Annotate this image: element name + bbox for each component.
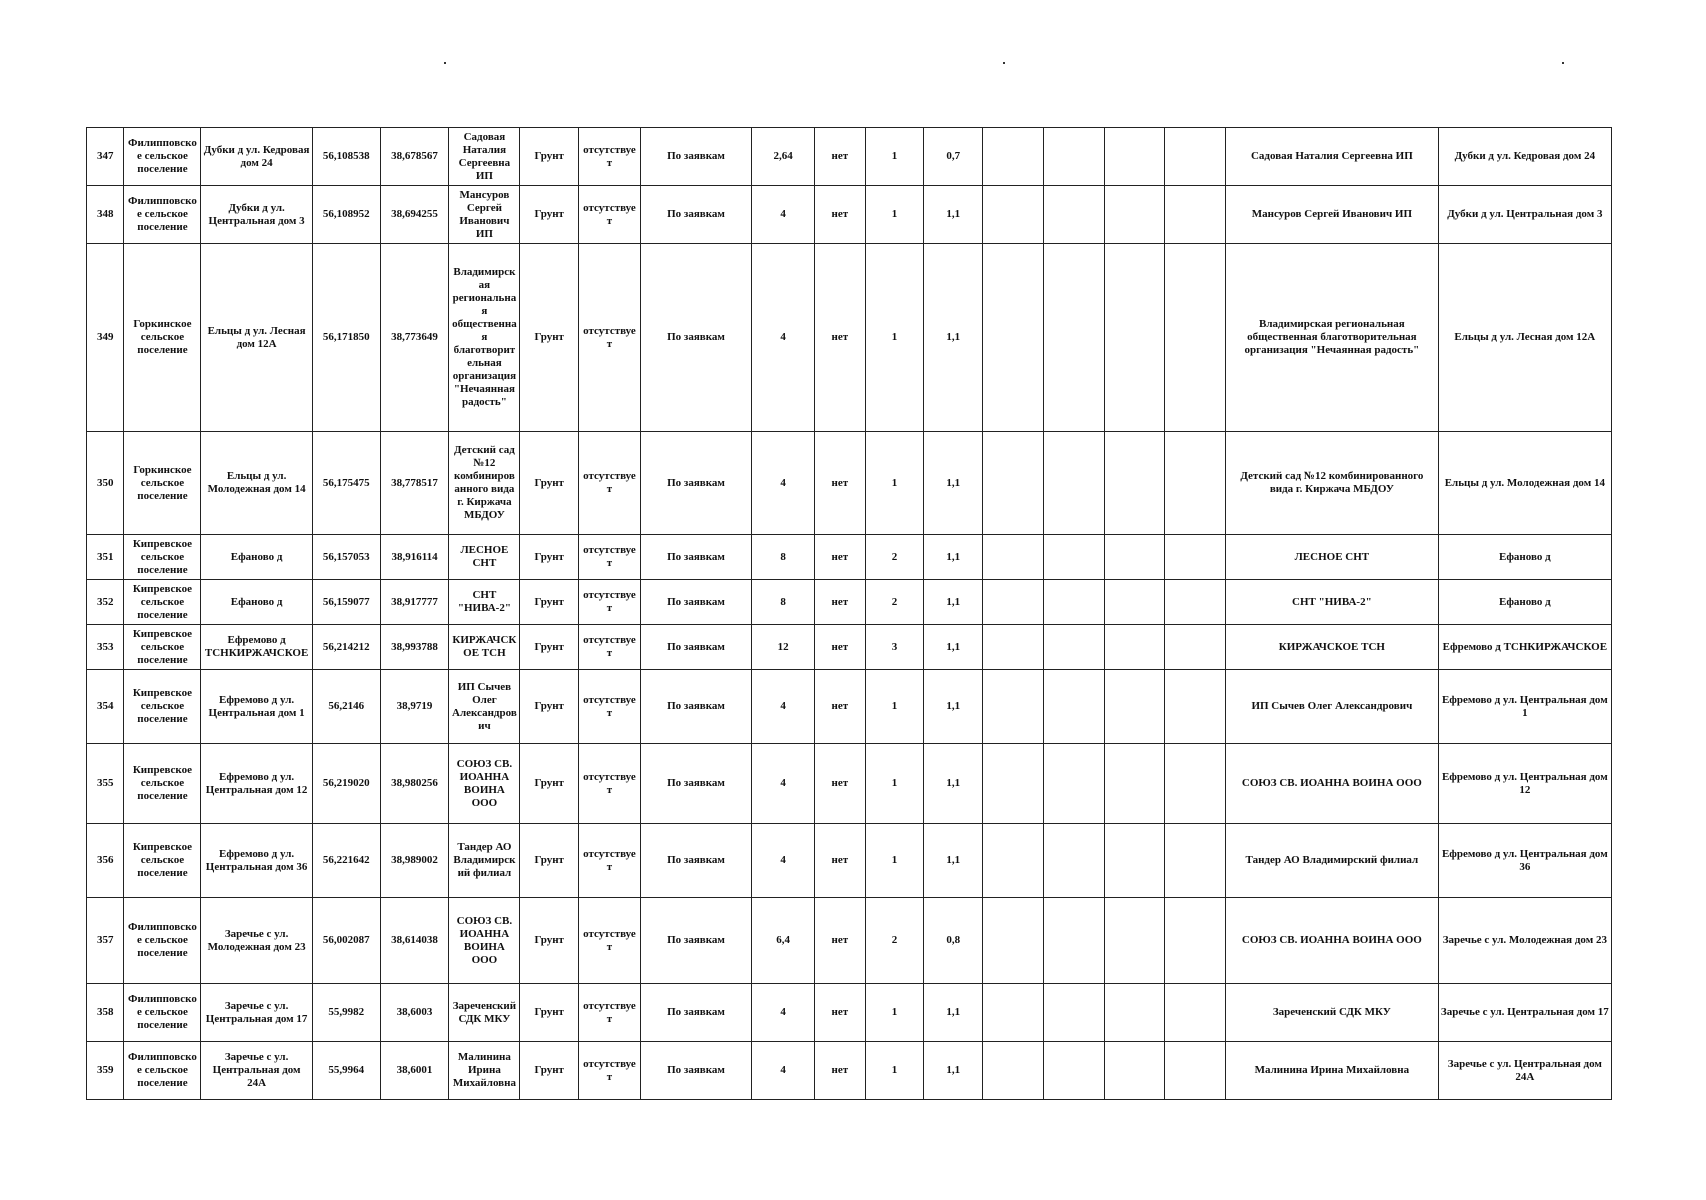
owner-full-cell: Владимирская региональная общественная благотворительная организация "Нечаянная радость"	[1226, 244, 1439, 432]
source-address-cell: Дубки д ул. Центральная дом 3	[1438, 186, 1611, 244]
surface-cell: Грунт	[520, 1042, 579, 1100]
schedule-cell: По заявкам	[640, 625, 751, 670]
owner-full-cell: ЛЕСНОЕ СНТ	[1226, 535, 1439, 580]
source-address-cell: Ефремово д ТСНКИРЖАЧСКОЕ	[1438, 625, 1611, 670]
empty-cell	[1043, 744, 1104, 824]
owner-full-cell: СНТ "НИВА-2"	[1226, 580, 1439, 625]
empty-cell	[1043, 580, 1104, 625]
surface-cell: Грунт	[520, 625, 579, 670]
longitude-cell: 38,778517	[380, 432, 449, 535]
container-count-cell: 2	[865, 898, 924, 984]
fence-cell: отсутствует	[579, 824, 641, 898]
empty-cell	[983, 186, 1044, 244]
container-count-cell: 3	[865, 625, 924, 670]
empty-cell	[1165, 186, 1226, 244]
owner-short-cell: Малинина Ирина Михайловна	[449, 1042, 520, 1100]
owner-full-cell: Зареченский СДК МКУ	[1226, 984, 1439, 1042]
volume-cell: 1,1	[924, 625, 983, 670]
table-row	[87, 535, 1612, 580]
owner-full-cell: Детский сад №12 комбинированного вида г. Киржача МБДОУ	[1226, 432, 1439, 535]
schedule-cell: По заявкам	[640, 128, 751, 186]
area-cell: 8	[752, 580, 815, 625]
address-cell: Ефремово д ул. Центральная дом 36	[201, 824, 312, 898]
fence-cell: отсутствует	[579, 128, 641, 186]
table-row	[87, 580, 1612, 625]
owner-short-cell: Зареченский СДК МКУ	[449, 984, 520, 1042]
empty-cell	[983, 984, 1044, 1042]
row-number: 349	[87, 244, 124, 432]
row-number: 356	[87, 824, 124, 898]
owner-full-cell: ИП Сычев Олег Александрович	[1226, 670, 1439, 744]
longitude-cell: 38,993788	[380, 625, 449, 670]
settlement-cell: Кипревское сельское поселение	[124, 580, 201, 625]
row-number: 357	[87, 898, 124, 984]
area-cell: 4	[752, 244, 815, 432]
settlement-cell: Филипповское сельское поселение	[124, 1042, 201, 1100]
empty-cell	[983, 580, 1044, 625]
empty-cell	[1165, 432, 1226, 535]
row-number: 351	[87, 535, 124, 580]
row-number: 348	[87, 186, 124, 244]
owner-full-cell: Мансуров Сергей Иванович ИП	[1226, 186, 1439, 244]
cover-cell: нет	[814, 744, 865, 824]
empty-cell	[1043, 984, 1104, 1042]
cover-cell: нет	[814, 898, 865, 984]
row-number: 347	[87, 128, 124, 186]
container-count-cell: 1	[865, 824, 924, 898]
settlement-cell: Филипповское сельское поселение	[124, 984, 201, 1042]
empty-cell	[1104, 128, 1165, 186]
container-count-cell: 1	[865, 670, 924, 744]
table-row	[87, 186, 1612, 244]
address-cell: Дубки д ул. Кедровая дом 24	[201, 128, 312, 186]
owner-short-cell: СОЮЗ СВ. ИОАННА ВОИНА ООО	[449, 744, 520, 824]
address-cell: Заречье с ул. Центральная дом 17	[201, 984, 312, 1042]
cover-cell: нет	[814, 244, 865, 432]
latitude-cell: 56,157053	[312, 535, 380, 580]
empty-cell	[1165, 824, 1226, 898]
address-cell: Ельцы д ул. Лесная дом 12А	[201, 244, 312, 432]
latitude-cell: 56,002087	[312, 898, 380, 984]
surface-cell: Грунт	[520, 535, 579, 580]
source-address-cell: Заречье с ул. Центральная дом 24А	[1438, 1042, 1611, 1100]
longitude-cell: 38,614038	[380, 898, 449, 984]
latitude-cell: 56,159077	[312, 580, 380, 625]
longitude-cell: 38,989002	[380, 824, 449, 898]
container-count-cell: 1	[865, 186, 924, 244]
address-cell: Заречье с ул. Центральная дом 24А	[201, 1042, 312, 1100]
address-cell: Заречье с ул. Молодежная дом 23	[201, 898, 312, 984]
empty-cell	[983, 432, 1044, 535]
empty-cell	[1165, 984, 1226, 1042]
source-address-cell: Ефремово д ул. Центральная дом 1	[1438, 670, 1611, 744]
owner-full-cell: Садовая Наталия Сергеевна ИП	[1226, 128, 1439, 186]
owner-short-cell: ИП Сычев Олег Александрович	[449, 670, 520, 744]
latitude-cell: 55,9982	[312, 984, 380, 1042]
schedule-cell: По заявкам	[640, 535, 751, 580]
cover-cell: нет	[814, 186, 865, 244]
container-count-cell: 2	[865, 580, 924, 625]
empty-cell	[1104, 898, 1165, 984]
table-row	[87, 432, 1612, 535]
owner-full-cell: СОЮЗ СВ. ИОАННА ВОИНА ООО	[1226, 898, 1439, 984]
empty-cell	[1104, 824, 1165, 898]
surface-cell: Грунт	[520, 670, 579, 744]
owner-short-cell: СНТ "НИВА-2"	[449, 580, 520, 625]
area-cell: 4	[752, 186, 815, 244]
empty-cell	[1104, 984, 1165, 1042]
latitude-cell: 56,171850	[312, 244, 380, 432]
cover-cell: нет	[814, 128, 865, 186]
area-cell: 2,64	[752, 128, 815, 186]
table-row	[87, 244, 1612, 432]
empty-cell	[1043, 1042, 1104, 1100]
empty-cell	[983, 824, 1044, 898]
empty-cell	[1043, 244, 1104, 432]
surface-cell: Грунт	[520, 244, 579, 432]
empty-cell	[1165, 744, 1226, 824]
empty-cell	[1165, 625, 1226, 670]
empty-cell	[983, 244, 1044, 432]
empty-cell	[983, 670, 1044, 744]
source-address-cell: Ельцы д ул. Молодежная дом 14	[1438, 432, 1611, 535]
cover-cell: нет	[814, 824, 865, 898]
source-address-cell: Ефремово д ул. Центральная дом 12	[1438, 744, 1611, 824]
schedule-cell: По заявкам	[640, 186, 751, 244]
scan-dot	[1562, 62, 1564, 64]
cover-cell: нет	[814, 432, 865, 535]
area-cell: 4	[752, 1042, 815, 1100]
settlement-cell: Филипповское сельское поселение	[124, 128, 201, 186]
empty-cell	[1104, 535, 1165, 580]
table-row	[87, 670, 1612, 744]
empty-cell	[1165, 670, 1226, 744]
source-address-cell: Ефремово д ул. Центральная дом 36	[1438, 824, 1611, 898]
empty-cell	[983, 1042, 1044, 1100]
source-address-cell: Дубки д ул. Кедровая дом 24	[1438, 128, 1611, 186]
surface-cell: Грунт	[520, 580, 579, 625]
container-count-cell: 1	[865, 432, 924, 535]
latitude-cell: 56,219020	[312, 744, 380, 824]
latitude-cell: 56,2146	[312, 670, 380, 744]
volume-cell: 1,1	[924, 580, 983, 625]
fence-cell: отсутствует	[579, 244, 641, 432]
empty-cell	[1165, 1042, 1226, 1100]
fence-cell: отсутствует	[579, 535, 641, 580]
empty-cell	[1165, 898, 1226, 984]
fence-cell: отсутствует	[579, 186, 641, 244]
cover-cell: нет	[814, 580, 865, 625]
surface-cell: Грунт	[520, 744, 579, 824]
table-row	[87, 898, 1612, 984]
empty-cell	[1043, 898, 1104, 984]
empty-cell	[1043, 670, 1104, 744]
volume-cell: 0,7	[924, 128, 983, 186]
surface-cell: Грунт	[520, 432, 579, 535]
schedule-cell: По заявкам	[640, 580, 751, 625]
row-number: 353	[87, 625, 124, 670]
address-cell: Ефремово д ул. Центральная дом 1	[201, 670, 312, 744]
fence-cell: отсутствует	[579, 625, 641, 670]
latitude-cell: 56,214212	[312, 625, 380, 670]
latitude-cell: 56,108952	[312, 186, 380, 244]
schedule-cell: По заявкам	[640, 432, 751, 535]
source-address-cell: Заречье с ул. Центральная дом 17	[1438, 984, 1611, 1042]
empty-cell	[1165, 535, 1226, 580]
longitude-cell: 38,980256	[380, 744, 449, 824]
schedule-cell: По заявкам	[640, 984, 751, 1042]
schedule-cell: По заявкам	[640, 898, 751, 984]
empty-cell	[1043, 824, 1104, 898]
source-address-cell: Ефаново д	[1438, 535, 1611, 580]
empty-cell	[983, 898, 1044, 984]
fence-cell: отсутствует	[579, 1042, 641, 1100]
empty-cell	[983, 128, 1044, 186]
row-number: 359	[87, 1042, 124, 1100]
settlement-cell: Кипревское сельское поселение	[124, 670, 201, 744]
longitude-cell: 38,916114	[380, 535, 449, 580]
empty-cell	[1104, 186, 1165, 244]
owner-short-cell: ЛЕСНОЕ СНТ	[449, 535, 520, 580]
owner-short-cell: Детский сад №12 комбинированного вида г. Киржача МБДОУ	[449, 432, 520, 535]
schedule-cell: По заявкам	[640, 824, 751, 898]
empty-cell	[1104, 244, 1165, 432]
table-body	[87, 128, 1612, 1100]
cover-cell: нет	[814, 984, 865, 1042]
longitude-cell: 38,917777	[380, 580, 449, 625]
fence-cell: отсутствует	[579, 670, 641, 744]
empty-cell	[1043, 128, 1104, 186]
row-number: 350	[87, 432, 124, 535]
empty-cell	[1165, 128, 1226, 186]
surface-cell: Грунт	[520, 824, 579, 898]
container-count-cell: 2	[865, 535, 924, 580]
area-cell: 8	[752, 535, 815, 580]
address-cell: Ельцы д ул. Молодежная дом 14	[201, 432, 312, 535]
area-cell: 4	[752, 824, 815, 898]
schedule-cell: По заявкам	[640, 244, 751, 432]
volume-cell: 1,1	[924, 244, 983, 432]
address-cell: Ефремово д ТСНКИРЖАЧСКОЕ	[201, 625, 312, 670]
address-cell: Ефремово д ул. Центральная дом 12	[201, 744, 312, 824]
area-cell: 6,4	[752, 898, 815, 984]
table-row	[87, 824, 1612, 898]
owner-short-cell: Владимирская региональная общественная благотворительная организация "Нечаянная радость"	[449, 244, 520, 432]
settlement-cell: Кипревское сельское поселение	[124, 535, 201, 580]
address-cell: Дубки д ул. Центральная дом 3	[201, 186, 312, 244]
settlement-cell: Горкинское сельское поселение	[124, 244, 201, 432]
empty-cell	[983, 535, 1044, 580]
volume-cell: 1,1	[924, 744, 983, 824]
volume-cell: 0,8	[924, 898, 983, 984]
table-row	[87, 744, 1612, 824]
container-count-cell: 1	[865, 128, 924, 186]
address-cell: Ефаново д	[201, 535, 312, 580]
latitude-cell: 55,9964	[312, 1042, 380, 1100]
empty-cell	[983, 744, 1044, 824]
empty-cell	[1043, 186, 1104, 244]
volume-cell: 1,1	[924, 1042, 983, 1100]
settlement-cell: Филипповское сельское поселение	[124, 186, 201, 244]
row-number: 354	[87, 670, 124, 744]
container-count-cell: 1	[865, 744, 924, 824]
latitude-cell: 56,175475	[312, 432, 380, 535]
volume-cell: 1,1	[924, 984, 983, 1042]
empty-cell	[1104, 744, 1165, 824]
volume-cell: 1,1	[924, 186, 983, 244]
owner-short-cell: Тандер АО Владимирский филиал	[449, 824, 520, 898]
schedule-cell: По заявкам	[640, 1042, 751, 1100]
cover-cell: нет	[814, 535, 865, 580]
owner-short-cell: СОЮЗ СВ. ИОАННА ВОИНА ООО	[449, 898, 520, 984]
table-row	[87, 128, 1612, 186]
fence-cell: отсутствует	[579, 898, 641, 984]
container-count-cell: 1	[865, 244, 924, 432]
empty-cell	[1043, 432, 1104, 535]
cover-cell: нет	[814, 625, 865, 670]
owner-full-cell: Тандер АО Владимирский филиал	[1226, 824, 1439, 898]
empty-cell	[1043, 625, 1104, 670]
source-address-cell: Ефаново д	[1438, 580, 1611, 625]
volume-cell: 1,1	[924, 535, 983, 580]
row-number: 352	[87, 580, 124, 625]
row-number: 358	[87, 984, 124, 1042]
area-cell: 4	[752, 984, 815, 1042]
surface-cell: Грунт	[520, 984, 579, 1042]
scan-dot	[1003, 62, 1005, 64]
empty-cell	[1104, 670, 1165, 744]
row-number: 355	[87, 744, 124, 824]
volume-cell: 1,1	[924, 670, 983, 744]
fence-cell: отсутствует	[579, 432, 641, 535]
empty-cell	[1165, 244, 1226, 432]
empty-cell	[1104, 580, 1165, 625]
settlement-cell: Кипревское сельское поселение	[124, 744, 201, 824]
schedule-cell: По заявкам	[640, 670, 751, 744]
settlement-cell: Горкинское сельское поселение	[124, 432, 201, 535]
area-cell: 4	[752, 432, 815, 535]
owner-short-cell: Садовая Наталия Сергеевна ИП	[449, 128, 520, 186]
source-address-cell: Заречье с ул. Молодежная дом 23	[1438, 898, 1611, 984]
source-address-cell: Ельцы д ул. Лесная дом 12А	[1438, 244, 1611, 432]
longitude-cell: 38,678567	[380, 128, 449, 186]
owner-short-cell: Мансуров Сергей Иванович ИП	[449, 186, 520, 244]
settlement-cell: Филипповское сельское поселение	[124, 898, 201, 984]
settlement-cell: Кипревское сельское поселение	[124, 625, 201, 670]
surface-cell: Грунт	[520, 128, 579, 186]
owner-short-cell: КИРЖАЧСКОЕ ТСН	[449, 625, 520, 670]
longitude-cell: 38,6003	[380, 984, 449, 1042]
owner-full-cell: СОЮЗ СВ. ИОАННА ВОИНА ООО	[1226, 744, 1439, 824]
volume-cell: 1,1	[924, 432, 983, 535]
empty-cell	[1165, 580, 1226, 625]
surface-cell: Грунт	[520, 186, 579, 244]
area-cell: 12	[752, 625, 815, 670]
empty-cell	[1104, 1042, 1165, 1100]
schedule-cell: По заявкам	[640, 744, 751, 824]
container-count-cell: 1	[865, 984, 924, 1042]
latitude-cell: 56,221642	[312, 824, 380, 898]
longitude-cell: 38,694255	[380, 186, 449, 244]
surface-cell: Грунт	[520, 898, 579, 984]
empty-cell	[983, 625, 1044, 670]
empty-cell	[1104, 625, 1165, 670]
address-cell: Ефаново д	[201, 580, 312, 625]
scan-dot	[444, 62, 446, 64]
fence-cell: отсутствует	[579, 580, 641, 625]
longitude-cell: 38,773649	[380, 244, 449, 432]
longitude-cell: 38,9719	[380, 670, 449, 744]
area-cell: 4	[752, 744, 815, 824]
area-cell: 4	[752, 670, 815, 744]
latitude-cell: 56,108538	[312, 128, 380, 186]
cover-cell: нет	[814, 670, 865, 744]
table-row	[87, 625, 1612, 670]
cover-cell: нет	[814, 1042, 865, 1100]
fence-cell: отсутствует	[579, 984, 641, 1042]
owner-full-cell: Малинина Ирина Михайловна	[1226, 1042, 1439, 1100]
fence-cell: отсутствует	[579, 744, 641, 824]
longitude-cell: 38,6001	[380, 1042, 449, 1100]
settlement-cell: Кипревское сельское поселение	[124, 824, 201, 898]
container-count-cell: 1	[865, 1042, 924, 1100]
owner-full-cell: КИРЖАЧСКОЕ ТСН	[1226, 625, 1439, 670]
empty-cell	[1043, 535, 1104, 580]
table-row	[87, 984, 1612, 1042]
empty-cell	[1104, 432, 1165, 535]
volume-cell: 1,1	[924, 824, 983, 898]
container-sites-registry-table	[86, 127, 1612, 1100]
table-row	[87, 1042, 1612, 1100]
